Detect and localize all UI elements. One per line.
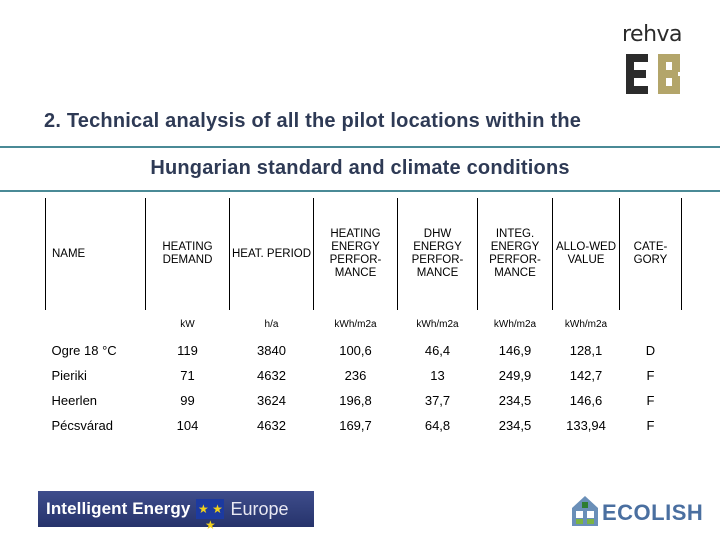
- table-cell: F: [646, 393, 655, 408]
- table-cell: 3624: [257, 393, 286, 408]
- table-cell: 236: [344, 368, 367, 383]
- table-cell: 71: [180, 368, 195, 383]
- page-title-line-1: 2. Technical analysis of all the pilot locations within the: [44, 110, 582, 132]
- table-header-row: [46, 198, 682, 310]
- table-cell: 46,4: [424, 343, 451, 358]
- rehva-mark-icon: [622, 52, 688, 96]
- table-cell: 169,7: [339, 418, 372, 433]
- ie-logo-europe: Europe: [230, 498, 289, 519]
- unit-cell: h/a: [264, 318, 279, 330]
- header-name: NAME: [46, 198, 146, 310]
- table-cell: 128,1: [569, 343, 603, 358]
- table-cell: 37,7: [424, 393, 451, 408]
- house-icon: [570, 494, 600, 528]
- header-integ-energy: INTEG. ENERGY PERFOR-MANCE: [478, 198, 553, 310]
- title-divider-bottom: [0, 190, 720, 192]
- header-heat-period: HEAT. PERIOD: [230, 198, 314, 310]
- table-cell: 119: [177, 343, 198, 358]
- table-cell: F: [646, 368, 655, 383]
- rehva-logo-word: rehva: [622, 22, 683, 47]
- table-cell: 4632: [257, 418, 286, 433]
- header-heating-demand: HEATING DEMAND: [146, 198, 230, 310]
- table-cell: F: [646, 418, 655, 433]
- header-heating-energy: HEATING ENERGY PERFOR-MANCE: [314, 198, 398, 310]
- table-cell: 3840: [257, 343, 286, 358]
- unit-cell: [620, 310, 682, 338]
- table-row: [46, 363, 682, 388]
- header-allowed-value: ALLO-WED VALUE: [553, 198, 620, 310]
- rehva-logo: [622, 22, 688, 98]
- table-cell: 234,5: [498, 393, 532, 408]
- row-name: Pécsvárad: [51, 418, 113, 433]
- ecolish-logo: [570, 494, 710, 530]
- row-name: Pieriki: [51, 368, 87, 383]
- header-category: CATE-GORY: [620, 198, 682, 310]
- table-cell: 249,9: [498, 368, 532, 383]
- eu-flag-icon: ★ ★ ★: [196, 499, 224, 519]
- table-cell: 13: [430, 368, 445, 383]
- header-dhw-energy: DHW ENERGY PERFOR-MANCE: [398, 198, 478, 310]
- table-cell: 64,8: [424, 418, 451, 433]
- table-cell: D: [645, 343, 656, 358]
- table-cell: 146,9: [498, 343, 532, 358]
- table-row: [46, 413, 682, 438]
- table-units-row: [46, 310, 682, 338]
- pilot-analysis-table: [45, 198, 682, 438]
- table-cell: 196,8: [339, 393, 372, 408]
- table-cell: 142,7: [569, 368, 603, 383]
- table-cell: 146,6: [569, 393, 603, 408]
- table-cell: 4632: [257, 368, 286, 383]
- unit-cell: kWh/m2a: [334, 318, 377, 330]
- ie-logo-text: Intelligent Energy: [46, 499, 191, 518]
- table-cell: 133,94: [566, 418, 606, 433]
- row-name: Heerlen: [51, 393, 98, 408]
- ecolish-logo-text: ECOLISH: [602, 500, 704, 525]
- unit-cell: kWh/m2a: [564, 318, 608, 330]
- table-cell: 104: [176, 418, 199, 433]
- unit-cell: kWh/m2a: [416, 318, 459, 330]
- table-cell: 234,5: [498, 418, 532, 433]
- table-row: [46, 338, 682, 363]
- table-row: [46, 388, 682, 413]
- unit-cell: kWh/m2a: [493, 318, 537, 330]
- table-cell: 100,6: [339, 343, 372, 358]
- row-name: Ogre 18 °C: [51, 343, 117, 358]
- title-divider-top: [0, 146, 720, 148]
- unit-cell: kW: [180, 318, 195, 330]
- page-title-line-2: Hungarian standard and climate conditions: [150, 157, 570, 179]
- intelligent-energy-europe-logo: [38, 491, 314, 532]
- table-cell: 99: [180, 393, 195, 408]
